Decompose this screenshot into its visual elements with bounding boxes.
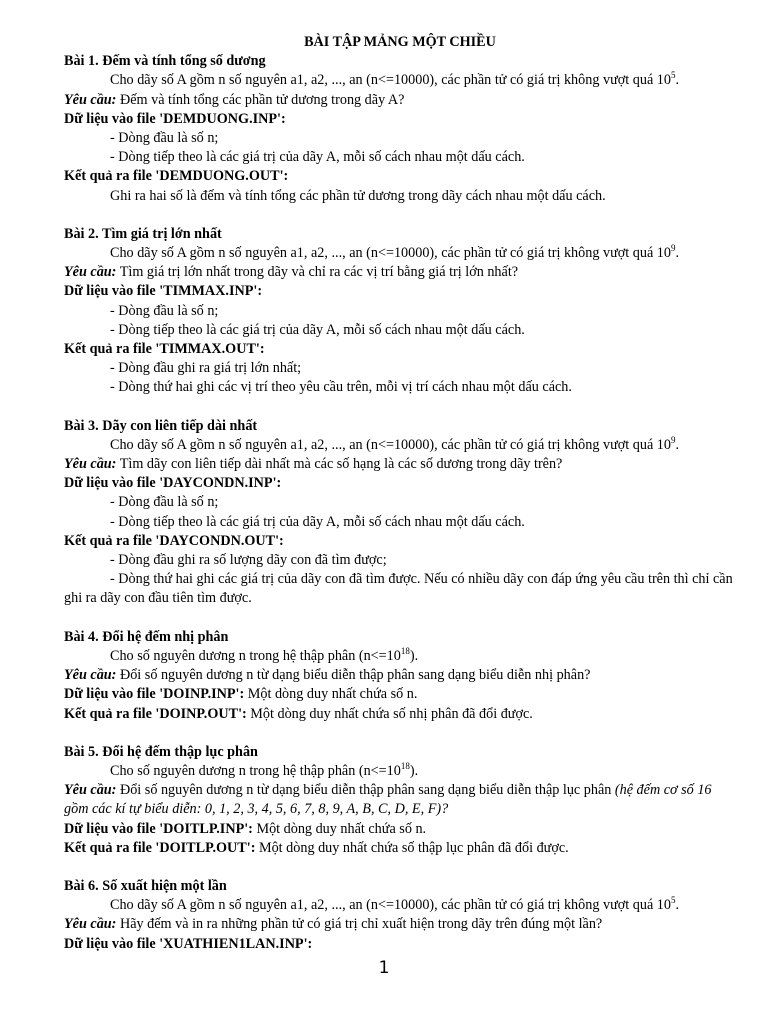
input-spec: Dữ liệu vào file 'DEMDUONG.INP': [64, 110, 286, 127]
exercise-6 [64, 877, 736, 954]
page-number: 1 [378, 958, 390, 978]
exercise-heading: Bài 5. Đổi hệ đếm thập lục phân [64, 743, 258, 760]
exercise-heading: Bài 3. Dãy con liên tiếp dài nhất [64, 417, 258, 434]
requirement: Yêu cầu: Tìm giá trị lớn nhất trong dãy và chỉ ra các vị trí bằng giá trị lớn nhất? [64, 264, 519, 281]
exercise-1 [64, 52, 736, 206]
exercise-heading: Bài 1. Đếm và tính tổng số dương [64, 53, 266, 70]
exercise-heading: Bài 6. Số xuất hiện một lần [64, 877, 227, 894]
document-page [64, 33, 736, 954]
exercise-4 [64, 628, 736, 724]
input-spec: Dữ liệu vào file 'DAYCONDN.INP': [64, 475, 282, 492]
requirement: Yêu cầu: Đếm và tính tổng các phần tử dương trong dãy A? [64, 91, 405, 108]
problem-statement: Cho số nguyên dương n trong hệ thập phân $(n<=10^{18})$. [110, 760, 419, 779]
requirement: Yêu cầu: Đổi số nguyên dương n từ dạng biểu diễn thập phân sang dạng biểu diễn nhị phân? [64, 667, 591, 684]
document-title: BÀI TẬP MẢNG MỘT CHIỀU [304, 34, 496, 50]
problem-statement: Cho dãy số A gồm n số nguyên a1, a2, ..., an (n<=10000), các phần tử có giá trị không vượt quá $10^5$. [110, 895, 680, 914]
exercise-5 [64, 743, 736, 858]
requirement: Yêu cầu: Tìm dãy con liên tiếp dài nhất mà các số hạng là các số dương trong dãy trên? [64, 456, 563, 473]
input-line: - Dòng tiếp theo là các giá trị của dãy A, mỗi số cách nhau một dấu cách. [110, 513, 525, 530]
problem-statement: Cho dãy số A gồm n số nguyên a1, a2, ..., an (n<=10000), các phần tử có giá trị không vượt quá $10^9$. [110, 434, 680, 453]
output-spec: Kết quả ra file 'TIMMAX.OUT': [64, 341, 265, 358]
input-spec: Dữ liệu vào file 'XUATHIEN1LAN.INP': [64, 935, 313, 952]
input-spec: Dữ liệu vào file 'DOINP.INP': Một dòng duy nhất chứa số n. [64, 686, 418, 703]
exercise-heading: Bài 2. Tìm giá trị lớn nhất [64, 225, 222, 242]
exercise-3 [64, 417, 736, 609]
output-spec: Kết quả ra file 'DOITLP.OUT': Một dòng duy nhất chứa số thập lục phân đã đổi được. [64, 839, 569, 856]
exercise-heading: Bài 4. Đổi hệ đếm nhị phân [64, 628, 229, 645]
input-line: - Dòng đầu là số n; [110, 302, 219, 319]
input-spec: Dữ liệu vào file 'TIMMAX.INP': [64, 283, 263, 300]
output-spec: Kết quả ra file 'DOINP.OUT': Một dòng duy nhất chứa số nhị phân đã đổi được. [64, 705, 533, 722]
exercise-2 [64, 225, 736, 398]
output-line: Ghi ra hai số là đếm và tính tổng các phần tử dương trong dãy cách nhau một dấu cách. [110, 187, 606, 204]
requirement: Yêu cầu: Đổi số nguyên dương n từ dạng biểu diễn thập phân sang dạng biểu diễn thập lục phân (hệ đếm cơ số 16 gồm các kí tự biểu diễn: 0, 1, 2, 3, 4, 5, 6, 7, 8, 9, A, B, C, D, E, F)? [64, 782, 712, 818]
problem-statement: Cho số nguyên dương n trong hệ thập phân $(n<=10^{18})$. [110, 645, 419, 664]
output-line: - Dòng thứ hai ghi các giá trị của dãy con đã tìm được. Nếu có nhiều dãy con đáp ứng yêu cầu trên thì chỉ cần ghi ra dãy con đầu tiên tìm được. [64, 571, 733, 607]
output-line: - Dòng thứ hai ghi các vị trí theo yêu cầu trên, mỗi vị trí cách nhau một dấu cách. [110, 379, 572, 396]
requirement: Yêu cầu: Hãy đếm và in ra những phần tử có giá trị chỉ xuất hiện trong dãy trên đúng một lần? [64, 916, 603, 933]
input-line: - Dòng đầu là số n; [110, 494, 219, 511]
input-spec: Dữ liệu vào file 'DOITLP.INP': Một dòng duy nhất chứa số n. [64, 820, 427, 837]
input-line: - Dòng tiếp theo là các giá trị của dãy A, mỗi số cách nhau một dấu cách. [110, 149, 525, 166]
output-spec: Kết quả ra file 'DEMDUONG.OUT': [64, 168, 289, 185]
input-line: - Dòng tiếp theo là các giá trị của dãy A, mỗi số cách nhau một dấu cách. [110, 321, 525, 338]
output-line: - Dòng đầu ghi ra giá trị lớn nhất; [110, 360, 302, 377]
problem-statement: Cho dãy số A gồm n số nguyên a1, a2, ..., an (n<=10000), các phần tử có giá trị không vượt quá $10^9$. [110, 243, 680, 262]
problem-statement: Cho dãy số A gồm n số nguyên a1, a2, ..., an (n<=10000), các phần tử có giá trị không vượt quá $10^5$. [110, 70, 680, 89]
output-spec: Kết quả ra file 'DAYCONDN.OUT': [64, 532, 284, 549]
input-line: - Dòng đầu là số n; [110, 130, 219, 147]
output-line: - Dòng đầu ghi ra số lượng dãy con đã tìm được; [110, 552, 387, 569]
